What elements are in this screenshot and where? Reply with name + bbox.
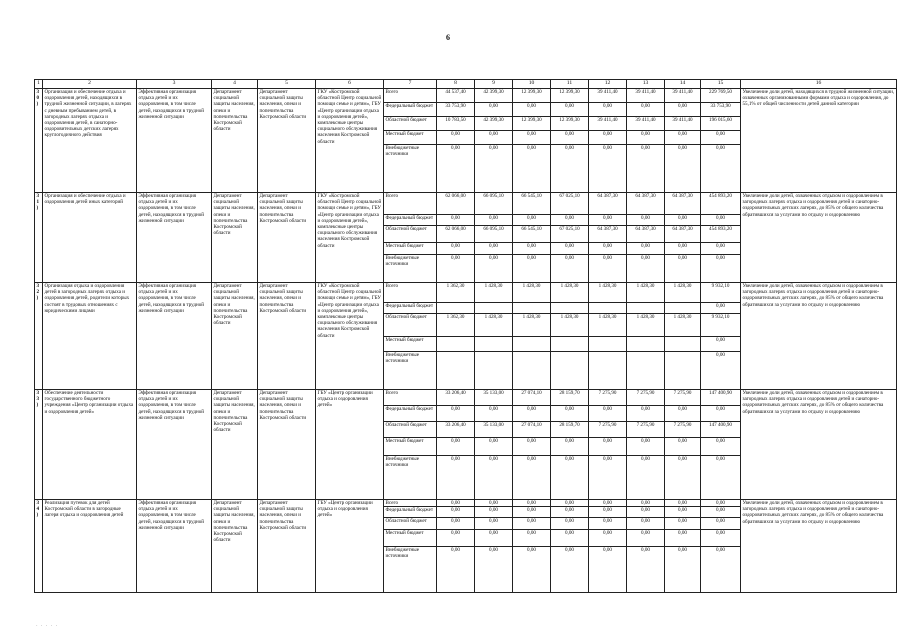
funding-value: 0,00 xyxy=(665,456,701,500)
funding-value: 64 387,30 xyxy=(627,193,665,215)
funding-value: 0,00 xyxy=(437,500,475,507)
funding-value: 0,00 xyxy=(627,103,665,117)
funding-value: 0,00 xyxy=(589,500,627,507)
funding-source: Федеральный бюджет xyxy=(384,215,437,226)
header-cell: 13 xyxy=(627,80,665,89)
funding-value: 0,00 xyxy=(475,518,513,530)
funding-source: Всего xyxy=(384,283,437,303)
funding-source: Местный бюджет xyxy=(384,530,437,547)
funding-value: 0,00 xyxy=(513,131,551,145)
funding-value: 1 428,30 xyxy=(551,314,589,337)
table-row xyxy=(35,283,897,303)
funding-value: 0,00 xyxy=(437,518,475,530)
funding-value: 0,00 xyxy=(627,438,665,456)
funding-value: 0,00 xyxy=(589,507,627,518)
funding-value xyxy=(551,303,589,314)
funding-value: 7 275,90 xyxy=(627,390,665,406)
funding-value: 0,00 xyxy=(701,215,741,226)
funding-value: 0,00 xyxy=(627,145,665,193)
header-cell: 1 xyxy=(35,80,43,89)
funding-value: 27 074,10 xyxy=(513,422,551,438)
executor: ГКУ «Костромской областной Центр социальной помощи семье и детям», ГБУ «Центр организации отдыха и оздоровления детей», комплексные центры социального обслуживания населения Костромской области xyxy=(316,193,384,283)
funding-value: 0,00 xyxy=(665,145,701,193)
funding-value: 1 428,30 xyxy=(665,283,701,303)
funding-value: 0,00 xyxy=(627,507,665,518)
header-cell: 8 xyxy=(437,80,475,89)
funding-value: 0,00 xyxy=(665,255,701,283)
expected-result: Увеличение доли детей, охваченных отдыхом и оздоровлением в загородных лагерях отдыха и оздоровления детей и санаторно-оздоровительных детских лагерях, до 85% от общего количества обратившихся за услугами по отдыху и оздоровлению xyxy=(741,283,897,390)
funding-value: 0,00 xyxy=(701,500,741,507)
co-executor: Департамент социальной защиты населения, опеки и попечительства Костромской области xyxy=(258,89,316,193)
funding-value: 0,00 xyxy=(665,103,701,117)
row-number: 33) xyxy=(35,390,43,500)
funding-value: 0,00 xyxy=(551,103,589,117)
funding-value xyxy=(475,303,513,314)
expected-result: Увеличение доли детей, находящихся в трудной жизненной ситуации, охваченных организованными формами отдыха и оздоровления, до 55,1% от общей численности детей данной категории xyxy=(741,89,897,193)
funding-value: 33 206,40 xyxy=(437,422,475,438)
program-activities-table xyxy=(34,79,897,593)
funding-source: Всего xyxy=(384,500,437,507)
header-cell: 5 xyxy=(258,80,316,89)
funding-value: 0,00 xyxy=(437,145,475,193)
activity-name: Обеспечение деятельности государственного бюджетного учреждения «Центр организации отдыха и оздоровления детей» xyxy=(43,390,137,500)
funding-source: Областной бюджет xyxy=(384,314,437,337)
funding-value: 0,00 xyxy=(437,456,475,500)
funding-value xyxy=(513,337,551,352)
funding-value: 12 399,30 xyxy=(513,89,551,103)
funding-value: 39 411,40 xyxy=(627,89,665,103)
funding-value: 0,00 xyxy=(437,406,475,422)
funding-value: 1 362,30 xyxy=(437,314,475,337)
state-customer: Департамент социальной защиты населения, опеки и попечительства Костромской области xyxy=(212,500,258,593)
efficiency-indicator: Эффективная организация отдыха детей и их оздоровления, в том числе детей, находящихся в трудной жизненной ситуации xyxy=(137,390,212,500)
table-row xyxy=(35,89,897,103)
funding-value xyxy=(665,352,701,390)
funding-value: 0,00 xyxy=(589,103,627,117)
funding-value: 0,00 xyxy=(475,500,513,507)
funding-value: 0,00 xyxy=(701,352,741,390)
funding-value: 0,00 xyxy=(475,145,513,193)
funding-value xyxy=(551,337,589,352)
funding-value: 0,00 xyxy=(513,255,551,283)
funding-value: 0,00 xyxy=(701,337,741,352)
row-number: 34) xyxy=(35,500,43,593)
funding-value: 0,00 xyxy=(551,500,589,507)
funding-value: 0,00 xyxy=(475,255,513,283)
expected-result: Увеличение доли детей, охваченных отдыхом и оздоровлением в загородных лагерях отдыха и оздоровления детей и санаторно-оздоровительных детских лагерях, до 85% от общего количества обратившихся за услугами по отдыху и оздоровлению xyxy=(741,390,897,500)
funding-value: 9 932,10 xyxy=(701,314,741,337)
funding-value: 0,00 xyxy=(627,500,665,507)
funding-value: 0,00 xyxy=(437,547,475,593)
funding-source: Внебюджетные источники xyxy=(384,456,437,500)
funding-value: 0,00 xyxy=(627,215,665,226)
header-cell: 3 xyxy=(137,80,212,89)
funding-value xyxy=(437,352,475,390)
funding-value: 0,00 xyxy=(513,406,551,422)
efficiency-indicator: Эффективная организация отдыха детей и их оздоровления, в том числе детей, находящихся в трудной жизненной ситуации xyxy=(137,283,212,390)
efficiency-indicator: Эффективная организация отдыха детей и их оздоровления, в том числе детей, находящихся в трудной жизненной ситуации xyxy=(137,500,212,593)
funding-value: 42 399,30 xyxy=(475,117,513,131)
funding-value: 0,00 xyxy=(475,530,513,547)
header-cell: 14 xyxy=(665,80,701,89)
funding-value: 0,00 xyxy=(665,131,701,145)
funding-value: 0,00 xyxy=(627,255,665,283)
funding-value xyxy=(665,337,701,352)
table-row xyxy=(35,500,897,507)
funding-value xyxy=(627,303,665,314)
state-customer: Департамент социальной защиты населения, опеки и попечительства Костромской области xyxy=(212,283,258,390)
funding-source: Областной бюджет xyxy=(384,117,437,131)
header-cell: 6 xyxy=(316,80,384,89)
funding-value xyxy=(665,303,701,314)
funding-value: 7 275,90 xyxy=(627,422,665,438)
funding-value xyxy=(589,303,627,314)
funding-value: 0,00 xyxy=(513,456,551,500)
funding-value: 0,00 xyxy=(513,243,551,255)
funding-value: 0,00 xyxy=(701,438,741,456)
funding-value: 39 411,40 xyxy=(589,89,627,103)
funding-value xyxy=(589,352,627,390)
funding-value xyxy=(551,352,589,390)
funding-value: 0,00 xyxy=(701,303,741,314)
funding-value: 229 769,50 xyxy=(701,89,741,103)
funding-source: Федеральный бюджет xyxy=(384,303,437,314)
funding-value: 1 428,30 xyxy=(665,314,701,337)
page-number: 6 xyxy=(446,33,450,42)
funding-value: 39 411,40 xyxy=(665,89,701,103)
header-cell: 10 xyxy=(513,80,551,89)
header-cell: 11 xyxy=(551,80,589,89)
funding-value: 0,00 xyxy=(513,215,551,226)
funding-value: 0,00 xyxy=(437,438,475,456)
funding-value: 1 428,30 xyxy=(589,283,627,303)
funding-value: 0,00 xyxy=(589,215,627,226)
funding-value: 64 387,30 xyxy=(665,193,701,215)
funding-value xyxy=(513,352,551,390)
header-cell: 15 xyxy=(701,80,741,89)
executor: ГКУ «Костромской областной Центр социальной помощи семье и детям», ГБУ «Центр организации отдыха и оздоровления детей», комплексные центры социального обслуживания населения Костромской области xyxy=(316,89,384,193)
funding-value: 0,00 xyxy=(551,243,589,255)
funding-source: Внебюджетные источники xyxy=(384,145,437,193)
activity-name: Организация и обеспечение отдыха и оздоровления детей иных категорий xyxy=(43,193,137,283)
funding-value xyxy=(513,303,551,314)
funding-value: 0,00 xyxy=(701,131,741,145)
funding-value: 1 428,30 xyxy=(551,283,589,303)
funding-value: 39 411,40 xyxy=(589,117,627,131)
funding-value: 64 387,30 xyxy=(589,226,627,243)
funding-value: 0,00 xyxy=(475,547,513,593)
row-number: 32) xyxy=(35,283,43,390)
row-number: 30) xyxy=(35,89,43,193)
header-cell: 4 xyxy=(212,80,258,89)
funding-value: 7 275,90 xyxy=(665,390,701,406)
funding-source: Федеральный бюджет xyxy=(384,103,437,117)
funding-value: 67 025,10 xyxy=(551,193,589,215)
funding-value: 0,00 xyxy=(551,406,589,422)
funding-value: 12 399,30 xyxy=(551,117,589,131)
funding-value: 0,00 xyxy=(701,518,741,530)
funding-source: Областной бюджет xyxy=(384,518,437,530)
funding-value: 0,00 xyxy=(513,438,551,456)
funding-value: 66 545,10 xyxy=(513,193,551,215)
state-customer: Департамент социальной защиты населения, опеки и попечительства Костромской области xyxy=(212,89,258,193)
funding-value: 0,00 xyxy=(665,500,701,507)
funding-value: 1 428,30 xyxy=(627,314,665,337)
funding-value: 0,00 xyxy=(627,547,665,593)
state-customer: Департамент социальной защиты населения, опеки и попечительства Костромской области xyxy=(212,390,258,500)
funding-value: 0,00 xyxy=(589,518,627,530)
expected-result: Увеличение доли детей, охваченных отдыхом и оздоровлением в загородных лагерях отдыха и оздоровления детей и санаторно-оздоровительных детских лагерях, до 85% от общего количества обратившихся за услугами по отдыху и оздоровлению xyxy=(741,500,897,593)
funding-value: 9 932,10 xyxy=(701,283,741,303)
funding-value: 0,00 xyxy=(701,456,741,500)
funding-value: 66 545,10 xyxy=(513,226,551,243)
funding-value: 35 133,00 xyxy=(475,422,513,438)
funding-source: Федеральный бюджет xyxy=(384,406,437,422)
funding-source: Областной бюджет xyxy=(384,226,437,243)
funding-value: 7 275,90 xyxy=(589,390,627,406)
funding-value: 1 428,30 xyxy=(475,283,513,303)
funding-value: 0,00 xyxy=(665,438,701,456)
funding-value: 0,00 xyxy=(701,406,741,422)
header-cell: 16 xyxy=(741,80,897,89)
funding-value: 0,00 xyxy=(589,438,627,456)
funding-value: 0,00 xyxy=(627,406,665,422)
funding-value: 0,00 xyxy=(475,215,513,226)
funding-value: 0,00 xyxy=(475,456,513,500)
funding-value: 147 400,90 xyxy=(701,390,741,406)
funding-value: 33 206,40 xyxy=(437,390,475,406)
funding-value: 0,00 xyxy=(551,438,589,456)
funding-source: Всего xyxy=(384,193,437,215)
funding-value: 39 411,40 xyxy=(627,117,665,131)
funding-value: 0,00 xyxy=(701,243,741,255)
table-row xyxy=(35,390,897,406)
funding-source: Местный бюджет xyxy=(384,131,437,145)
funding-value: 0,00 xyxy=(665,547,701,593)
funding-value: 0,00 xyxy=(627,456,665,500)
funding-value xyxy=(627,352,665,390)
funding-source: Местный бюджет xyxy=(384,337,437,352)
funding-value: 0,00 xyxy=(551,145,589,193)
funding-value: 0,00 xyxy=(589,547,627,593)
funding-value: 0,00 xyxy=(701,145,741,193)
funding-value: 1 428,30 xyxy=(513,314,551,337)
co-executor: Департамент социальной защиты населения, опеки и попечительства Костромской области xyxy=(258,193,316,283)
funding-value: 0,00 xyxy=(551,456,589,500)
funding-source: Местный бюджет xyxy=(384,243,437,255)
funding-value: 0,00 xyxy=(665,507,701,518)
efficiency-indicator: Эффективная организация отдыха детей и их оздоровления, в том числе детей, находящихся в трудной жизненной ситуации xyxy=(137,89,212,193)
header-row xyxy=(35,80,897,89)
funding-value: 0,00 xyxy=(513,507,551,518)
funding-value: 62 066,00 xyxy=(437,226,475,243)
funding-value: 0,00 xyxy=(551,215,589,226)
funding-source: Федеральный бюджет xyxy=(384,507,437,518)
funding-value: 0,00 xyxy=(437,131,475,145)
funding-source: Внебюджетные источники xyxy=(384,255,437,283)
funding-value: 196 015,60 xyxy=(701,117,741,131)
funding-value: 147 400,90 xyxy=(701,422,741,438)
funding-value: 67 025,10 xyxy=(551,226,589,243)
expected-result: Увеличение доли детей, охваченных отдыхом и оздоровлением в загородных лагерях отдыха и оздоровления детей и санаторно-оздоровительных детских лагерях, до 85% от общего количества обратившихся за услугами по отдыху и оздоровлению xyxy=(741,193,897,283)
funding-value: 0,00 xyxy=(513,530,551,547)
funding-value: 66 095,10 xyxy=(475,193,513,215)
funding-value: 0,00 xyxy=(701,530,741,547)
funding-value: 0,00 xyxy=(589,530,627,547)
funding-value: 27 074,10 xyxy=(513,390,551,406)
funding-value: 64 387,30 xyxy=(589,193,627,215)
funding-value: 0,00 xyxy=(513,500,551,507)
funding-value: 0,00 xyxy=(437,507,475,518)
funding-value: 0,00 xyxy=(589,255,627,283)
row-number: 31) xyxy=(35,193,43,283)
funding-value: 0,00 xyxy=(701,507,741,518)
funding-value: 33 753,90 xyxy=(437,103,475,117)
funding-value: 0,00 xyxy=(551,131,589,145)
co-executor: Департамент социальной защиты населения, опеки и попечительства Костромской области xyxy=(258,390,316,500)
funding-value: 0,00 xyxy=(437,255,475,283)
funding-value: 62 066,00 xyxy=(437,193,475,215)
funding-value: 39 411,40 xyxy=(665,117,701,131)
funding-value xyxy=(589,337,627,352)
state-customer: Департамент социальной защиты населения, опеки и попечительства Костромской области xyxy=(212,193,258,283)
funding-value: 0,00 xyxy=(665,406,701,422)
funding-value: 0,00 xyxy=(513,518,551,530)
funding-value: 0,00 xyxy=(551,507,589,518)
funding-value: 0,00 xyxy=(627,243,665,255)
funding-value xyxy=(437,303,475,314)
funding-value: 66 095,10 xyxy=(475,226,513,243)
funding-value: 0,00 xyxy=(437,243,475,255)
funding-value: 44 537,40 xyxy=(437,89,475,103)
funding-value xyxy=(627,337,665,352)
funding-value: 454 893,20 xyxy=(701,226,741,243)
funding-value: 64 387,30 xyxy=(665,226,701,243)
footer-mark: · · · · · xyxy=(36,624,59,629)
funding-value: 42 399,30 xyxy=(475,89,513,103)
funding-value: 33 753,90 xyxy=(701,103,741,117)
header-cell: 2 xyxy=(43,80,137,89)
funding-value: 0,00 xyxy=(551,530,589,547)
funding-value xyxy=(475,337,513,352)
funding-value xyxy=(437,337,475,352)
funding-value: 0,00 xyxy=(665,518,701,530)
executor: ГКУ «Костромской областной Центр социальной помощи семье и детям», ГБУ «Центр организации отдыха и оздоровления детей», комплексные центры социального обслуживания населения Костромской области xyxy=(316,283,384,390)
funding-value xyxy=(475,352,513,390)
funding-value: 0,00 xyxy=(437,215,475,226)
co-executor: Департамент социальной защиты населения, опеки и попечительства Костромской области xyxy=(258,500,316,593)
funding-value: 1 428,30 xyxy=(589,314,627,337)
funding-source: Всего xyxy=(384,89,437,103)
funding-source: Всего xyxy=(384,390,437,406)
funding-value: 0,00 xyxy=(665,530,701,547)
funding-value: 0,00 xyxy=(475,507,513,518)
funding-value: 28 159,70 xyxy=(551,422,589,438)
header-cell: 9 xyxy=(475,80,513,89)
funding-value: 0,00 xyxy=(551,255,589,283)
funding-value: 0,00 xyxy=(475,131,513,145)
funding-value: 0,00 xyxy=(475,103,513,117)
funding-value: 1 428,30 xyxy=(475,314,513,337)
funding-value: 1 428,30 xyxy=(513,283,551,303)
funding-value: 0,00 xyxy=(665,243,701,255)
funding-value: 0,00 xyxy=(589,145,627,193)
funding-value: 0,00 xyxy=(551,547,589,593)
funding-value: 0,00 xyxy=(475,243,513,255)
funding-value: 64 387,30 xyxy=(627,226,665,243)
funding-value: 0,00 xyxy=(589,131,627,145)
funding-value: 0,00 xyxy=(437,530,475,547)
funding-value: 0,00 xyxy=(701,547,741,593)
executor: ГБУ «Центр организации отдыха и оздоровления детей» xyxy=(316,500,384,593)
funding-value: 454 893,20 xyxy=(701,193,741,215)
header-cell: 12 xyxy=(589,80,627,89)
funding-value: 12 399,30 xyxy=(551,89,589,103)
funding-value: 7 275,90 xyxy=(665,422,701,438)
funding-value: 35 133,00 xyxy=(475,390,513,406)
funding-value: 0,00 xyxy=(589,456,627,500)
table-row xyxy=(35,193,897,215)
funding-value: 0,00 xyxy=(627,530,665,547)
funding-value: 0,00 xyxy=(627,518,665,530)
funding-value: 0,00 xyxy=(551,518,589,530)
efficiency-indicator: Эффективная организация отдыха детей и их оздоровления, в том числе детей, находящихся в трудной жизненной ситуации xyxy=(137,193,212,283)
funding-value: 0,00 xyxy=(513,547,551,593)
funding-value: 0,00 xyxy=(513,103,551,117)
funding-value: 12 399,30 xyxy=(513,117,551,131)
co-executor: Департамент социальной защиты населения, опеки и попечительства Костромской области xyxy=(258,283,316,390)
funding-value: 1 362,30 xyxy=(437,283,475,303)
funding-value: 0,00 xyxy=(475,438,513,456)
activity-name: Организация отдыха и оздоровления детей в загородных лагерях отдыха и оздоровления детей, родители которых состоят в трудовых отношениях с юридическими лицами xyxy=(43,283,137,390)
funding-value: 1 428,30 xyxy=(627,283,665,303)
executor: ГБУ «Центр организации отдыха и оздоровления детей» xyxy=(316,390,384,500)
funding-value: 0,00 xyxy=(627,131,665,145)
funding-value: 0,00 xyxy=(665,215,701,226)
header-cell: 7 xyxy=(384,80,437,89)
funding-source: Местный бюджет xyxy=(384,438,437,456)
funding-value: 0,00 xyxy=(589,243,627,255)
funding-source: Внебюджетные источники xyxy=(384,547,437,593)
funding-value: 0,00 xyxy=(475,406,513,422)
funding-value: 7 275,90 xyxy=(589,422,627,438)
funding-value: 0,00 xyxy=(513,145,551,193)
funding-value: 10 783,50 xyxy=(437,117,475,131)
activity-name: Реализация путевок для детей Костромской области в загородные лагеря отдыха и оздоровления детей xyxy=(43,500,137,593)
funding-value: 0,00 xyxy=(701,255,741,283)
funding-source: Областной бюджет xyxy=(384,422,437,438)
funding-value: 0,00 xyxy=(589,406,627,422)
activity-name: Организация и обеспечение отдыха и оздоровления детей, находящихся в трудной жизненной ситуации, в лагерях с дневным пребыванием детей, в загородных лагерях отдыха и оздоровления детей, в санаторно-оздоровительных детских лагерях круглогодичного действия xyxy=(43,89,137,193)
funding-source: Внебюджетные источники xyxy=(384,352,437,390)
funding-value: 28 159,70 xyxy=(551,390,589,406)
